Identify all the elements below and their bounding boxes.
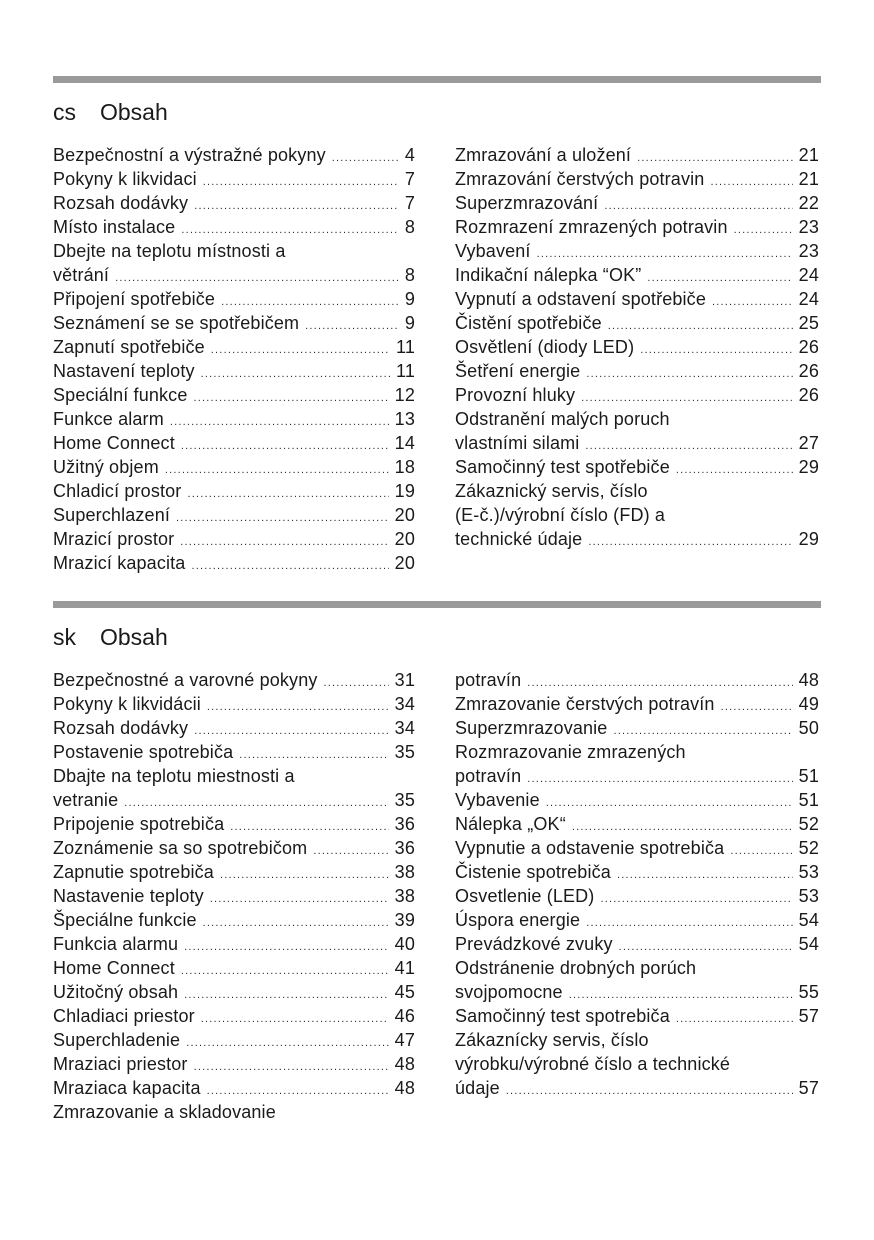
toc-entry-title: Špeciálne funkcie (53, 910, 197, 930)
toc-entry[interactable] (455, 167, 819, 191)
toc-column-right (455, 143, 819, 551)
dot-leader (588, 530, 792, 554)
toc-entry-title: Zmrazování a uložení (455, 145, 632, 165)
toc-entry-title: Prevádzkové zvuky (455, 934, 613, 954)
toc-entry-title: Mrazicí kapacita (53, 553, 186, 573)
toc-entry-title: Osvetlenie (LED) (455, 886, 595, 906)
toc-entry[interactable] (455, 239, 819, 263)
toc-entry-title: Speciální funkce (53, 385, 188, 405)
toc-entry[interactable] (455, 191, 819, 215)
toc-entry-page: 39 (394, 910, 415, 930)
toc-entry-title: Zapnutie spotrebiča (53, 862, 214, 882)
toc-entry[interactable] (53, 1004, 415, 1028)
dot-leader (676, 1007, 793, 1031)
toc-entry-title: (E-č.)/výrobní číslo (FD) a (455, 505, 666, 525)
toc-entry-title: Chladicí prostor (53, 481, 182, 501)
toc-entry-title: Zmrazování čerstvých potravin (455, 169, 705, 189)
toc-entry-page: 20 (394, 553, 415, 573)
toc-entry-title: Vybavení (455, 241, 531, 261)
toc-entry-page: 20 (394, 529, 415, 549)
toc-entry-title: Odstránenie drobných porúch (455, 958, 697, 978)
section-heading (53, 624, 821, 650)
toc-entry-title: Samočinný test spotřebiče (455, 457, 670, 477)
toc-entry-page: 34 (394, 718, 415, 738)
toc-entry[interactable] (455, 836, 819, 860)
toc-entry-page: 49 (798, 694, 819, 714)
toc-entry[interactable] (455, 668, 819, 692)
toc-entry-page: 54 (798, 910, 819, 930)
toc-entry[interactable] (455, 1076, 819, 1100)
toc-entry-title: Indikační nálepka “OK” (455, 265, 642, 285)
toc-entry[interactable] (455, 431, 819, 455)
toc-entry-page: 20 (394, 505, 415, 525)
toc-entry[interactable] (53, 479, 415, 503)
language-code: sk (53, 624, 76, 650)
toc-entry-page: 45 (394, 982, 415, 1002)
dot-leader (211, 338, 390, 362)
toc-entry[interactable] (53, 956, 415, 980)
toc-entry-title: svojpomocne (455, 982, 563, 1002)
toc-entry-page: 29 (798, 457, 819, 477)
toc-entry[interactable] (53, 407, 415, 431)
toc-entry-page: 26 (798, 361, 819, 381)
toc-entry-title: Vybavenie (455, 790, 540, 810)
dot-leader (194, 194, 399, 218)
dot-leader (506, 1079, 793, 1103)
toc-entry-page: 51 (798, 766, 819, 786)
dot-leader (721, 695, 793, 719)
toc-entry[interactable] (53, 932, 415, 956)
toc-entry[interactable] (53, 287, 415, 311)
toc-entry[interactable] (455, 143, 819, 167)
dot-leader (184, 935, 389, 959)
toc-entry-page: 22 (798, 193, 819, 213)
dot-leader (194, 1055, 389, 1079)
section-title: Obsah (100, 624, 168, 650)
toc-entry[interactable] (53, 215, 415, 239)
dot-leader (207, 695, 389, 719)
toc-entry[interactable] (455, 860, 819, 884)
toc-entry[interactable] (53, 716, 415, 740)
toc-entry-title: Bezpečnostné a varovné pokyny (53, 670, 318, 690)
toc-entry-title: Mraziaca kapacita (53, 1078, 201, 1098)
toc-entry[interactable] (53, 668, 415, 692)
toc-entry-page: 27 (798, 433, 819, 453)
section-divider (53, 601, 821, 608)
toc-entry[interactable] (455, 716, 819, 740)
toc-entry-page: 36 (394, 838, 415, 858)
toc-entry[interactable] (455, 764, 819, 788)
toc-entry-page: 11 (396, 361, 415, 381)
toc-entry-page: 29 (798, 529, 819, 549)
toc-entry-page: 11 (396, 337, 415, 357)
toc-entry-title: Zoznámenie sa so spotrebičom (53, 838, 308, 858)
toc-entry[interactable] (455, 692, 819, 716)
dot-leader (203, 911, 389, 935)
section-heading (53, 99, 821, 125)
toc-entry[interactable] (455, 503, 819, 527)
toc-entry-title: Provozní hluky (455, 385, 576, 405)
toc-entry-title: Pokyny k likvidaci (53, 169, 197, 189)
toc-entry-page: 57 (798, 1006, 819, 1026)
toc-entry-page: 24 (798, 289, 819, 309)
toc-entry[interactable] (455, 1004, 819, 1028)
toc-entry[interactable] (53, 359, 415, 383)
dot-leader (184, 983, 389, 1007)
toc-entry-page: 54 (798, 934, 819, 954)
dot-leader (586, 362, 792, 386)
toc-entry-page: 8 (404, 217, 415, 237)
toc-entry[interactable] (455, 908, 819, 932)
dot-leader (617, 863, 793, 887)
toc-entry-page: 4 (404, 145, 415, 165)
dot-leader (201, 362, 390, 386)
dot-leader (734, 218, 793, 242)
toc-entry[interactable] (455, 740, 819, 764)
toc-entry[interactable] (455, 884, 819, 908)
dot-leader (193, 386, 388, 410)
toc-entry-page: 19 (394, 481, 415, 501)
toc-entry-title: výrobku/výrobné číslo a technické (455, 1054, 731, 1074)
toc-entry[interactable] (53, 455, 415, 479)
toc-entry[interactable] (53, 884, 415, 908)
toc-entry-page: 48 (394, 1054, 415, 1074)
toc-entry[interactable] (53, 311, 415, 335)
toc-entry-title: Dbejte na teplotu místnosti a (53, 241, 286, 261)
dot-leader (730, 839, 792, 863)
dot-leader (710, 170, 792, 194)
toc-column-left (53, 143, 415, 575)
dot-leader (176, 506, 389, 530)
dot-leader (712, 290, 793, 314)
toc-entry-title: Šetření energie (455, 361, 581, 381)
toc-entry[interactable] (455, 407, 819, 431)
toc-entry[interactable] (53, 191, 415, 215)
toc-entry-title: vetranie (53, 790, 119, 810)
dot-leader (191, 554, 388, 578)
toc-entry-title: Zákaznický servis, číslo (455, 481, 648, 501)
toc-entry-page: 46 (394, 1006, 415, 1026)
dot-leader (181, 959, 389, 983)
dot-leader (170, 410, 389, 434)
toc-entry-page: 34 (394, 694, 415, 714)
dot-leader (220, 863, 389, 887)
toc-entry-title: technické údaje (455, 529, 583, 549)
toc-entry-page: 9 (404, 289, 415, 309)
toc-entry-title: Mraziaci priestor (53, 1054, 188, 1074)
toc-column-left (53, 668, 415, 1124)
toc-entry-title: Rozmrazení zmrazených potravin (455, 217, 728, 237)
toc-entry-page: 21 (798, 169, 819, 189)
toc-entry-page: 52 (798, 838, 819, 858)
toc-entry-title: Bezpečnostní a výstražné pokyny (53, 145, 326, 165)
dot-leader (324, 671, 389, 695)
toc-section-sk (53, 601, 821, 1122)
toc-entry[interactable] (53, 836, 415, 860)
toc-entry-title: Dbajte na teplotu miestnosti a (53, 766, 295, 786)
toc-entry-title: Rozsah dodávky (53, 193, 189, 213)
toc-entry[interactable] (53, 788, 415, 812)
toc-entry-title: potravín (455, 670, 522, 690)
toc-entry[interactable] (53, 263, 415, 287)
toc-entry-title: Funkce alarm (53, 409, 164, 429)
dot-leader (186, 1031, 388, 1055)
toc-entry[interactable] (53, 1076, 415, 1100)
toc-entry-title: Vypnutie a odstavenie spotrebiča (455, 838, 725, 858)
toc-entry-page: 26 (798, 385, 819, 405)
dot-leader (608, 314, 793, 338)
toc-entry-title: Superchladenie (53, 1030, 181, 1050)
dot-leader (332, 146, 399, 170)
toc-entry[interactable] (455, 263, 819, 287)
toc-entry[interactable] (53, 1052, 415, 1076)
toc-entry[interactable] (53, 1100, 415, 1124)
toc-entry[interactable] (53, 431, 415, 455)
toc-entry[interactable] (53, 980, 415, 1004)
dot-leader (187, 482, 388, 506)
toc-entry-page: 48 (798, 670, 819, 690)
toc-entry-title: Rozsah dodávky (53, 718, 189, 738)
toc-entry[interactable] (455, 359, 819, 383)
toc-entry-title: Samočinný test spotrebiča (455, 1006, 670, 1026)
toc-entry[interactable] (455, 1052, 819, 1076)
toc-entry-page: 50 (798, 718, 819, 738)
toc-entry[interactable] (53, 167, 415, 191)
toc-entry-page: 12 (394, 385, 415, 405)
dot-leader (527, 767, 792, 791)
dot-leader (165, 458, 389, 482)
toc-entry[interactable] (53, 503, 415, 527)
toc-entry-title: Postavenie spotrebiča (53, 742, 234, 762)
toc-entry[interactable] (455, 932, 819, 956)
toc-entry-title: Pripojenie spotrebiča (53, 814, 225, 834)
toc-entry-page: 38 (394, 886, 415, 906)
toc-entry-page: 7 (404, 193, 415, 213)
language-code: cs (53, 99, 76, 125)
toc-entry[interactable] (455, 527, 819, 551)
toc-entry-title: Zmrazovanie čerstvých potravín (455, 694, 715, 714)
toc-entry-title: Seznámení se se spotřebičem (53, 313, 300, 333)
toc-entry-title: Funkcia alarmu (53, 934, 179, 954)
dot-leader (180, 530, 388, 554)
toc-entry-title: Nálepka „OK“ (455, 814, 566, 834)
toc-entry-page: 38 (394, 862, 415, 882)
toc-entry-page: 40 (394, 934, 415, 954)
toc-entry-title: Vypnutí a odstavení spotřebiče (455, 289, 706, 309)
dot-leader (600, 887, 792, 911)
toc-entry-page: 48 (394, 1078, 415, 1098)
toc-entry-page: 7 (404, 169, 415, 189)
toc-entry-page: 52 (798, 814, 819, 834)
toc-entry[interactable] (53, 239, 415, 263)
toc-entry[interactable] (53, 527, 415, 551)
toc-entry-title: Nastavenie teploty (53, 886, 204, 906)
toc-entry[interactable] (53, 860, 415, 884)
toc-entry-title: Rozmrazovanie zmrazených (455, 742, 686, 762)
toc-entry-page: 47 (394, 1030, 415, 1050)
toc-entry-title: Nastavení teploty (53, 361, 195, 381)
toc-entry-title: údaje (455, 1078, 500, 1098)
toc-column-right (455, 668, 819, 1100)
toc-entry-title: Pokyny k likvidácii (53, 694, 201, 714)
toc-entry-title: Superchlazení (53, 505, 171, 525)
toc-entry-title: Chladiaci priestor (53, 1006, 195, 1026)
toc-entry-title: Čistění spotřebiče (455, 313, 602, 333)
toc-entry-title: Místo instalace (53, 217, 176, 237)
toc-entry[interactable] (53, 692, 415, 716)
toc-entry-page: 13 (394, 409, 415, 429)
dot-leader (586, 911, 792, 935)
toc-entry-title: Home Connect (53, 958, 175, 978)
toc-entry[interactable] (53, 143, 415, 167)
toc-entry-page: 53 (798, 886, 819, 906)
toc-entry[interactable] (455, 335, 819, 359)
toc-entry[interactable] (455, 311, 819, 335)
toc-entry[interactable] (455, 980, 819, 1004)
dot-leader (676, 458, 793, 482)
section-title: Obsah (100, 99, 168, 125)
toc-entry-page: 35 (394, 742, 415, 762)
toc-entry-title: Užitný objem (53, 457, 159, 477)
toc-entry-page: 25 (798, 313, 819, 333)
toc-entry-page: 41 (394, 958, 415, 978)
toc-entry-title: Superzmrazování (455, 193, 599, 213)
toc-entry-page: 51 (798, 790, 819, 810)
toc-entry-page: 23 (798, 217, 819, 237)
toc-entry-title: Úspora energie (455, 910, 581, 930)
toc-entry-title: Čistenie spotrebiča (455, 862, 611, 882)
toc-entry-title: Odstranění malých poruch (455, 409, 670, 429)
toc-entry-title: Zapnutí spotřebiče (53, 337, 205, 357)
toc-entry-title: Osvětlení (diody LED) (455, 337, 635, 357)
toc-section-cs (53, 76, 821, 573)
toc-entry-page: 36 (394, 814, 415, 834)
toc-entry-page: 14 (394, 433, 415, 453)
toc-entry[interactable] (53, 908, 415, 932)
toc-entry[interactable] (455, 287, 819, 311)
toc-entry-page: 21 (798, 145, 819, 165)
toc-entry-title: větrání (53, 265, 110, 285)
toc-entry-page: 55 (798, 982, 819, 1002)
toc-entry[interactable] (53, 551, 415, 575)
toc-entry[interactable] (455, 455, 819, 479)
toc-entry-page: 18 (394, 457, 415, 477)
toc-entry[interactable] (53, 740, 415, 764)
dot-leader (546, 791, 793, 815)
section-divider (53, 76, 821, 83)
dot-leader (210, 887, 389, 911)
toc-entry-title: Zmrazovanie a skladovanie (53, 1102, 276, 1122)
dot-leader (305, 314, 399, 338)
toc-entry-page: 8 (404, 265, 415, 285)
toc-entry-page: 24 (798, 265, 819, 285)
toc-entry-page: 35 (394, 790, 415, 810)
dot-leader (640, 338, 792, 362)
toc-entry-page: 9 (404, 313, 415, 333)
toc-entry-title: Home Connect (53, 433, 175, 453)
dot-leader (313, 839, 388, 863)
toc-entry[interactable] (53, 764, 415, 788)
toc-entry-title: Superzmrazovanie (455, 718, 608, 738)
toc-entry[interactable] (455, 1028, 819, 1052)
toc-entry[interactable] (53, 812, 415, 836)
toc-entry-page: 31 (394, 670, 415, 690)
toc-entry-page: 53 (798, 862, 819, 882)
toc-entry-title: Připojení spotřebiče (53, 289, 216, 309)
dot-leader (201, 1007, 389, 1031)
toc-entry[interactable] (455, 215, 819, 239)
toc-entry-page: 23 (798, 241, 819, 261)
toc-entry-title: Zákaznícky servis, číslo (455, 1030, 649, 1050)
dot-leader (203, 170, 399, 194)
toc-entry[interactable] (455, 956, 819, 980)
toc-entry[interactable] (53, 335, 415, 359)
toc-entry[interactable] (455, 383, 819, 407)
toc-entry[interactable] (455, 812, 819, 836)
toc-entry[interactable] (53, 1028, 415, 1052)
toc-entry[interactable] (53, 383, 415, 407)
toc-entry-title: Užitočný obsah (53, 982, 179, 1002)
toc-entry-page: 57 (798, 1078, 819, 1098)
toc-entry-title: vlastními silami (455, 433, 580, 453)
toc-entry[interactable] (455, 479, 819, 503)
toc-entry-page: 26 (798, 337, 819, 357)
toc-entry-title: potravín (455, 766, 522, 786)
toc-entry[interactable] (455, 788, 819, 812)
dot-leader (181, 434, 389, 458)
toc-entry-title: Mrazicí prostor (53, 529, 175, 549)
